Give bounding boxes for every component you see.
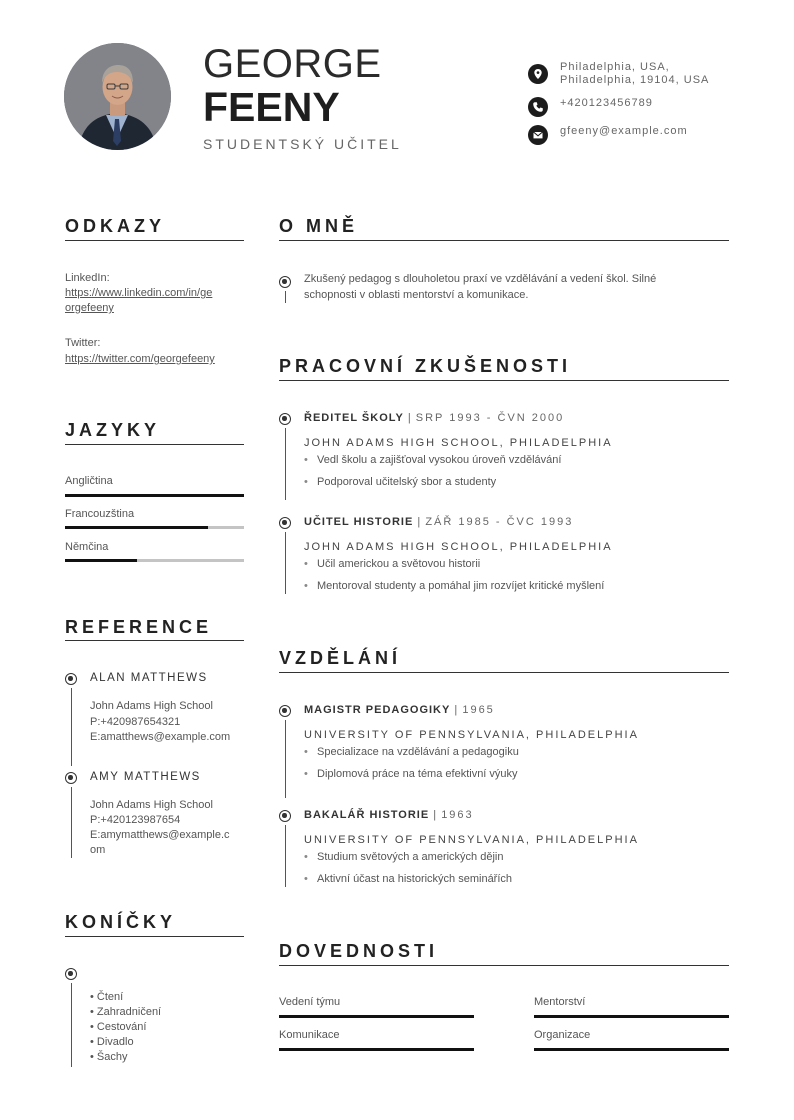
degree-title: MAGISTR PEDAGOGIKY bbox=[304, 704, 451, 716]
skill-level-bar bbox=[534, 1015, 729, 1018]
reference-company: John Adams High School bbox=[90, 799, 213, 811]
degree-title-separator: | bbox=[429, 809, 442, 821]
skill-level-bar bbox=[279, 1015, 474, 1018]
job-title-text: UČITEL HISTORIE bbox=[304, 516, 414, 528]
job-bullet-text: Učil americkou a světovou historii bbox=[317, 558, 481, 570]
job-title-separator: | bbox=[413, 516, 426, 528]
hobbies-divider bbox=[65, 936, 244, 937]
skill-name: Vedení týmu bbox=[279, 996, 341, 1008]
timeline-line bbox=[285, 532, 286, 594]
timeline-dot-icon bbox=[279, 705, 291, 717]
job-title-text: ŘEDITEL ŠKOLY bbox=[304, 412, 404, 424]
language-name: Angličtina bbox=[65, 475, 113, 487]
education-entry-title bbox=[304, 704, 495, 716]
education-divider bbox=[279, 672, 729, 673]
language-level-bar bbox=[65, 526, 244, 529]
about-text-line-1: Zkušený pedagog s dlouholetou praxí ve vzdělávání a vedení škol. Silné bbox=[304, 273, 657, 285]
reference-email-part-2: om bbox=[90, 844, 106, 856]
about-divider bbox=[279, 240, 729, 241]
person-photo-icon bbox=[64, 43, 171, 150]
contact-address bbox=[528, 61, 709, 87]
job-bullet: • Učil americkou a světovou historii bbox=[304, 558, 481, 570]
language-level-fill bbox=[65, 494, 244, 497]
language-level-fill bbox=[65, 526, 208, 529]
timeline-line bbox=[285, 428, 286, 500]
job-bullet-text: Mentoroval studenty a pomáhal jim rozvíjet kritické myšlení bbox=[317, 580, 605, 592]
timeline-dot-icon bbox=[65, 673, 77, 685]
skills-heading: DOVEDNOSTI bbox=[279, 941, 439, 961]
hobby-item: • Divadlo bbox=[90, 1036, 134, 1048]
phone-icon bbox=[528, 97, 548, 117]
last-name: FEENY bbox=[203, 84, 340, 130]
address-line-2: Philadelphia, 19104, USA bbox=[560, 74, 710, 86]
job-bullet-text: Podporoval učitelský sbor a studenty bbox=[317, 476, 497, 488]
references-heading: REFERENCE bbox=[65, 617, 213, 637]
job-dates: SRP 1993 - ČVN 2000 bbox=[415, 412, 565, 424]
education-bullet: • Diplomová práce na téma efektivní výuky bbox=[304, 768, 518, 780]
degree-year: 1965 bbox=[462, 704, 495, 716]
reference-phone: P:+420123987654 bbox=[90, 814, 181, 826]
hobby-item: • Cestování bbox=[90, 1021, 147, 1033]
linkedin-label: LinkedIn: bbox=[65, 272, 110, 284]
job-bullet-text: Vedl školu a zajišťoval vysokou úroveň vzdělávání bbox=[317, 454, 562, 466]
reference-phone: P:+420987654321 bbox=[90, 716, 181, 728]
linkedin-url-part-1[interactable]: https://www.linkedin.com/in/ge bbox=[65, 287, 213, 299]
degree-title: BAKALÁŘ HISTORIE bbox=[304, 809, 430, 821]
languages-divider bbox=[65, 444, 244, 445]
hobby-item: • Čtení bbox=[90, 991, 124, 1003]
experience-divider bbox=[279, 380, 729, 381]
contact-phone bbox=[528, 97, 653, 117]
education-bullet-text: Studium světových a amerických dějin bbox=[317, 851, 504, 863]
job-company: JOHN ADAMS HIGH SCHOOL, PHILADELPHIA bbox=[304, 437, 613, 449]
linkedin-link[interactable] bbox=[65, 286, 212, 316]
links-heading: ODKAZY bbox=[65, 216, 165, 236]
address-line-1: Philadelphia, USA, bbox=[560, 61, 670, 73]
timeline-line bbox=[71, 787, 72, 858]
education-bullet: • Studium světových a amerických dějin bbox=[304, 851, 504, 863]
timeline-dot-icon bbox=[65, 968, 77, 980]
reference-name: AMY MATTHEWS bbox=[90, 771, 201, 783]
about-heading: O MNĚ bbox=[279, 216, 359, 236]
phone-number[interactable]: +420123456789 bbox=[560, 97, 653, 109]
timeline-line bbox=[285, 720, 286, 798]
first-name: GEORGE bbox=[203, 42, 382, 86]
education-heading: VZDĚLÁNÍ bbox=[279, 648, 401, 668]
job-title: STUDENTSKÝ UČITEL bbox=[203, 136, 402, 152]
timeline-line bbox=[71, 688, 72, 766]
timeline-line bbox=[285, 825, 286, 887]
degree-title-separator: | bbox=[450, 704, 463, 716]
timeline-dot-icon bbox=[279, 413, 291, 425]
job-title-separator: | bbox=[403, 412, 416, 424]
twitter-link[interactable]: https://twitter.com/georgefeeny bbox=[65, 353, 215, 365]
hobbies-heading: KONÍČKY bbox=[65, 912, 177, 932]
location-pin-icon bbox=[528, 64, 548, 84]
job-bullet: • Vedl školu a zajišťoval vysokou úroveň vzdělávání bbox=[304, 454, 562, 466]
language-level-fill bbox=[65, 559, 137, 562]
education-entry-title bbox=[304, 809, 474, 821]
timeline-line bbox=[71, 983, 72, 1067]
skill-name: Organizace bbox=[534, 1029, 591, 1041]
skill-name: Komunikace bbox=[279, 1029, 340, 1041]
twitter-label: Twitter: bbox=[65, 337, 101, 349]
reference-email: E:amatthews@example.com bbox=[90, 731, 231, 743]
email-address[interactable]: gfeeny@example.com bbox=[560, 125, 688, 137]
education-school: UNIVERSITY OF PENNSYLVANIA, PHILADELPHIA bbox=[304, 834, 639, 846]
job-bullet: • Podporoval učitelský sbor a studenty bbox=[304, 476, 497, 488]
timeline-dot-icon bbox=[279, 810, 291, 822]
linkedin-url-part-2[interactable]: orgefeeny bbox=[65, 302, 114, 314]
education-bullet: • Specializace na vzdělávání a pedagogiku bbox=[304, 746, 519, 758]
reference-name: ALAN MATTHEWS bbox=[90, 672, 208, 684]
skill-name: Mentorství bbox=[534, 996, 586, 1008]
degree-year: 1963 bbox=[441, 809, 474, 821]
language-name: Němčina bbox=[65, 541, 109, 553]
references-divider bbox=[65, 640, 244, 641]
contact-email bbox=[528, 125, 688, 145]
job-entry-title bbox=[304, 516, 573, 528]
education-school: UNIVERSITY OF PENNSYLVANIA, PHILADELPHIA bbox=[304, 729, 639, 741]
reference-company: John Adams High School bbox=[90, 700, 213, 712]
timeline-dot-icon bbox=[279, 276, 291, 288]
timeline-dot-icon bbox=[279, 517, 291, 529]
links-divider bbox=[65, 240, 244, 241]
about-text bbox=[304, 271, 656, 303]
timeline-dot-icon bbox=[65, 772, 77, 784]
experience-heading: PRACOVNÍ ZKUŠENOSTI bbox=[279, 356, 572, 376]
job-entry-title bbox=[304, 412, 564, 424]
skill-level-bar bbox=[279, 1048, 474, 1051]
skills-divider bbox=[279, 965, 729, 966]
education-bullet: • Aktivní účast na historických seminářích bbox=[304, 873, 513, 885]
hobby-item: • Zahradničení bbox=[90, 1006, 162, 1018]
about-text-line-2: schopnosti v oblasti mentorství a komunikace. bbox=[304, 289, 529, 301]
hobby-item: • Šachy bbox=[90, 1051, 128, 1063]
language-level-bar bbox=[65, 559, 244, 562]
profile-photo bbox=[64, 43, 171, 150]
timeline-line bbox=[285, 291, 286, 303]
education-bullet-text: Aktivní účast na historických seminářích bbox=[317, 873, 513, 885]
mail-icon bbox=[528, 125, 548, 145]
language-level-bar bbox=[65, 494, 244, 497]
language-name: Francouzština bbox=[65, 508, 135, 520]
job-company: JOHN ADAMS HIGH SCHOOL, PHILADELPHIA bbox=[304, 541, 613, 553]
reference-email-part-1: E:amymatthews@example.c bbox=[90, 829, 230, 841]
skill-level-bar bbox=[534, 1048, 729, 1051]
languages-heading: JAZYKY bbox=[65, 420, 161, 440]
education-bullet-text: Diplomová práce na téma efektivní výuky bbox=[317, 768, 518, 780]
job-bullet: • Mentoroval studenty a pomáhal jim rozvíjet kritické myšlení bbox=[304, 580, 605, 592]
education-bullet-text: Specializace na vzdělávání a pedagogiku bbox=[317, 746, 519, 758]
job-dates: ZÁŘ 1985 - ČVC 1993 bbox=[425, 516, 574, 528]
